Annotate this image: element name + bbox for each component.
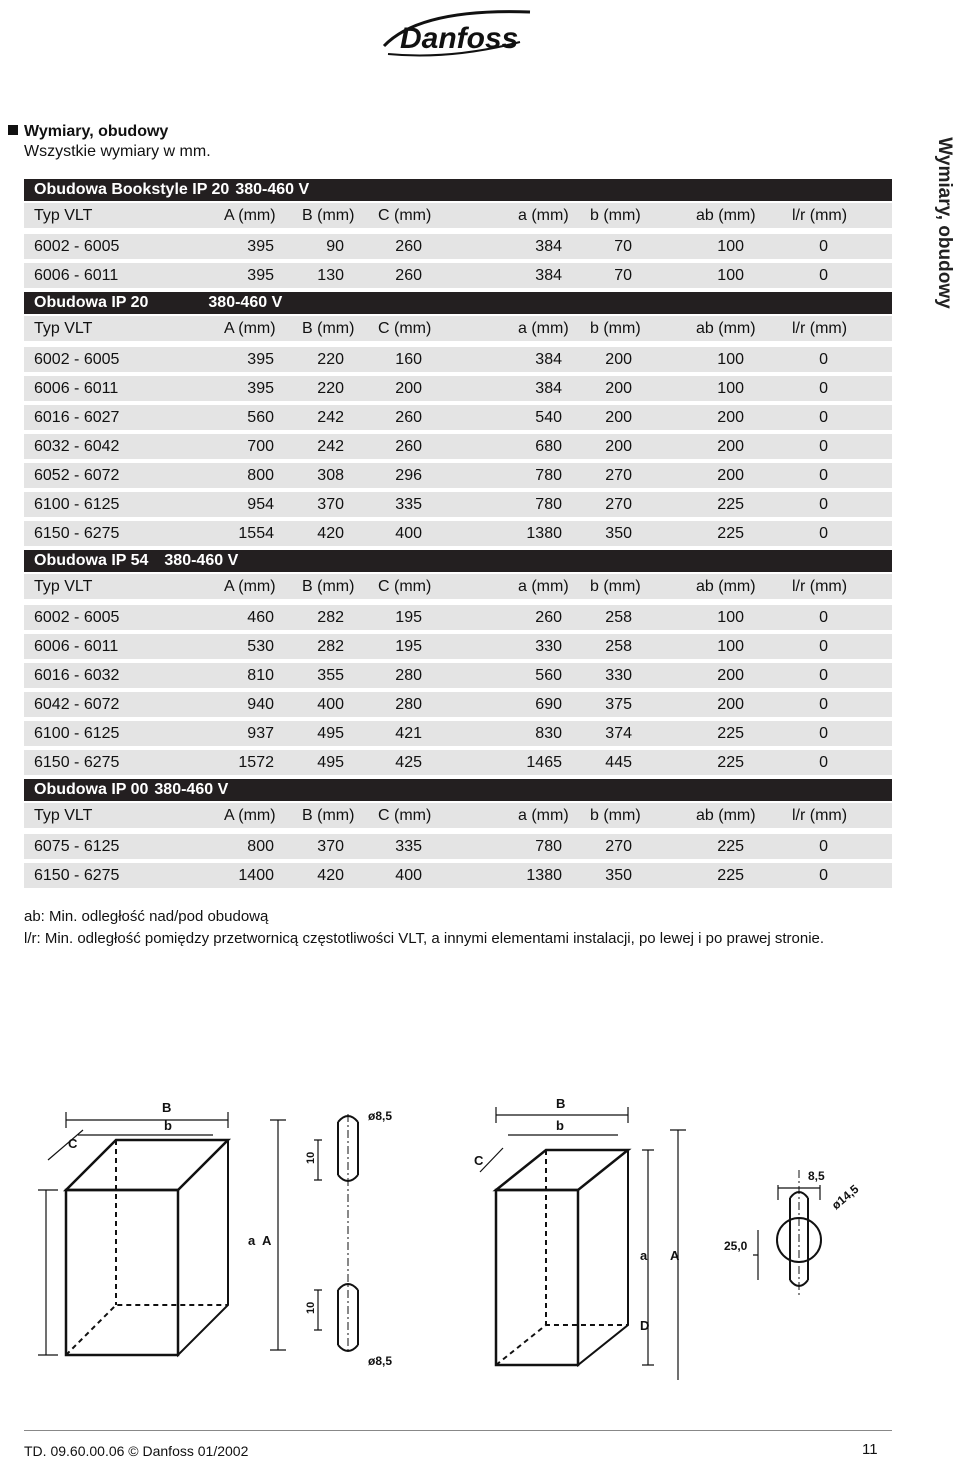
page-number: 11: [862, 1441, 878, 1458]
svg-text:a: a: [248, 1233, 256, 1248]
section-heading: [8, 122, 211, 162]
enclosure-drawing: [18, 1080, 898, 1380]
side-title: [922, 120, 960, 325]
table-row: 6016 - 6027 560 242 260 540 200 200 0: [24, 405, 892, 430]
svg-text:ø14,5: ø14,5: [828, 1181, 862, 1213]
table-row: 6006 - 6011 395 130 260 384 70 100 0: [24, 263, 892, 288]
svg-text:b: b: [164, 1118, 172, 1133]
table-title-bar: Obudowa IP 20 380-460 V: [24, 292, 892, 314]
table-row: 6075 - 6125 800 370 335 780 270 225 0: [24, 834, 892, 859]
table-row: 6150 - 6275 1400 420 400 1380 350 225 0: [24, 863, 892, 888]
table-header-row: Typ VLT A (mm) B (mm) C (mm) a (mm) b (mm) ab (mm) l/r (mm): [24, 803, 892, 828]
svg-text:B: B: [162, 1100, 172, 1115]
svg-text:25,0: 25,0: [724, 1239, 748, 1253]
danfoss-logo: [380, 6, 535, 62]
table-row: 6006 - 6011 395 220 200 384 200 100 0: [24, 376, 892, 401]
table-row: 6006 - 6011 530 282 195 330 258 100 0: [24, 634, 892, 659]
svg-text:b: b: [556, 1118, 564, 1133]
table-row: 6032 - 6042 700 242 260 680 200 200 0: [24, 434, 892, 459]
table-row: 6002 - 6005 395 220 160 384 200 100 0: [24, 347, 892, 372]
svg-text:10: 10: [305, 1151, 317, 1164]
svg-text:C: C: [474, 1153, 484, 1168]
logo-text: Danfoss: [400, 22, 519, 55]
svg-text:ø8,5: ø8,5: [368, 1109, 393, 1123]
section-subtitle: Wszystkie wymiary w mm.: [24, 143, 211, 160]
table-title-bar: Obudowa IP 00 380-460 V: [24, 779, 892, 801]
table-row: 6016 - 6032 810 355 280 560 330 200 0: [24, 663, 892, 688]
table-row: 6002 - 6005 460 282 195 260 258 100 0: [24, 605, 892, 630]
section-title: Wymiary, obudowy: [24, 123, 169, 140]
footnotes: [24, 906, 824, 950]
left-enclosure-drawing: [38, 1100, 392, 1368]
table-row: 6150 - 6275 1554 420 400 1380 350 225 0: [24, 521, 892, 546]
note-ab: ab: Min. odległość nad/pod obudową: [24, 908, 269, 925]
table-row: 6042 - 6072 940 400 280 690 375 200 0: [24, 692, 892, 717]
table-row: 6002 - 6005 395 90 260 384 70 100 0: [24, 234, 892, 259]
table-row: 6052 - 6072 800 308 296 780 270 200 0: [24, 463, 892, 488]
table-row: 6100 - 6125 937 495 421 830 374 225 0: [24, 721, 892, 746]
note-lr: l/r: Min. odległość pomiędzy przetwornicą częstotliwości VLT, a innymi elementami instalacji, po lewej i po prawej stronie.: [24, 930, 825, 947]
svg-text:10: 10: [305, 1301, 317, 1314]
table-header-row: Typ VLT A (mm) B (mm) C (mm) a (mm) b (mm) ab (mm) l/r (mm): [24, 574, 892, 599]
svg-text:ø8,5: ø8,5: [368, 1354, 393, 1368]
right-enclosure-drawing: [474, 1096, 862, 1380]
dimension-tables: [24, 179, 892, 892]
svg-text:A: A: [262, 1233, 272, 1248]
table-row: 6150 - 6275 1572 495 425 1465 445 225 0: [24, 750, 892, 775]
svg-text:D: D: [640, 1318, 650, 1333]
table-title-bar: Obudowa IP 54 380-460 V: [24, 550, 892, 572]
side-title-text: Wymiary, obudowy: [934, 136, 955, 309]
table-row: 6100 - 6125 954 370 335 780 270 225 0: [24, 492, 892, 517]
svg-text:C: C: [68, 1136, 78, 1151]
square-bullet-icon: [8, 125, 18, 135]
svg-text:a: a: [640, 1248, 648, 1263]
table-title-bar: Obudowa Bookstyle IP 20 380-460 V: [24, 179, 892, 201]
svg-text:B: B: [556, 1096, 566, 1111]
svg-text:8,5: 8,5: [808, 1169, 825, 1183]
table-header-row: Typ VLT A (mm) B (mm) C (mm) a (mm) b (mm) ab (mm) l/r (mm): [24, 203, 892, 228]
footer-divider: [24, 1430, 892, 1431]
footer-document-id: TD. 09.60.00.06 © Danfoss 01/2002: [24, 1443, 249, 1459]
table-header-row: Typ VLT A (mm) B (mm) C (mm) a (mm) b (mm) ab (mm) l/r (mm): [24, 316, 892, 341]
svg-text:A: A: [670, 1248, 680, 1263]
